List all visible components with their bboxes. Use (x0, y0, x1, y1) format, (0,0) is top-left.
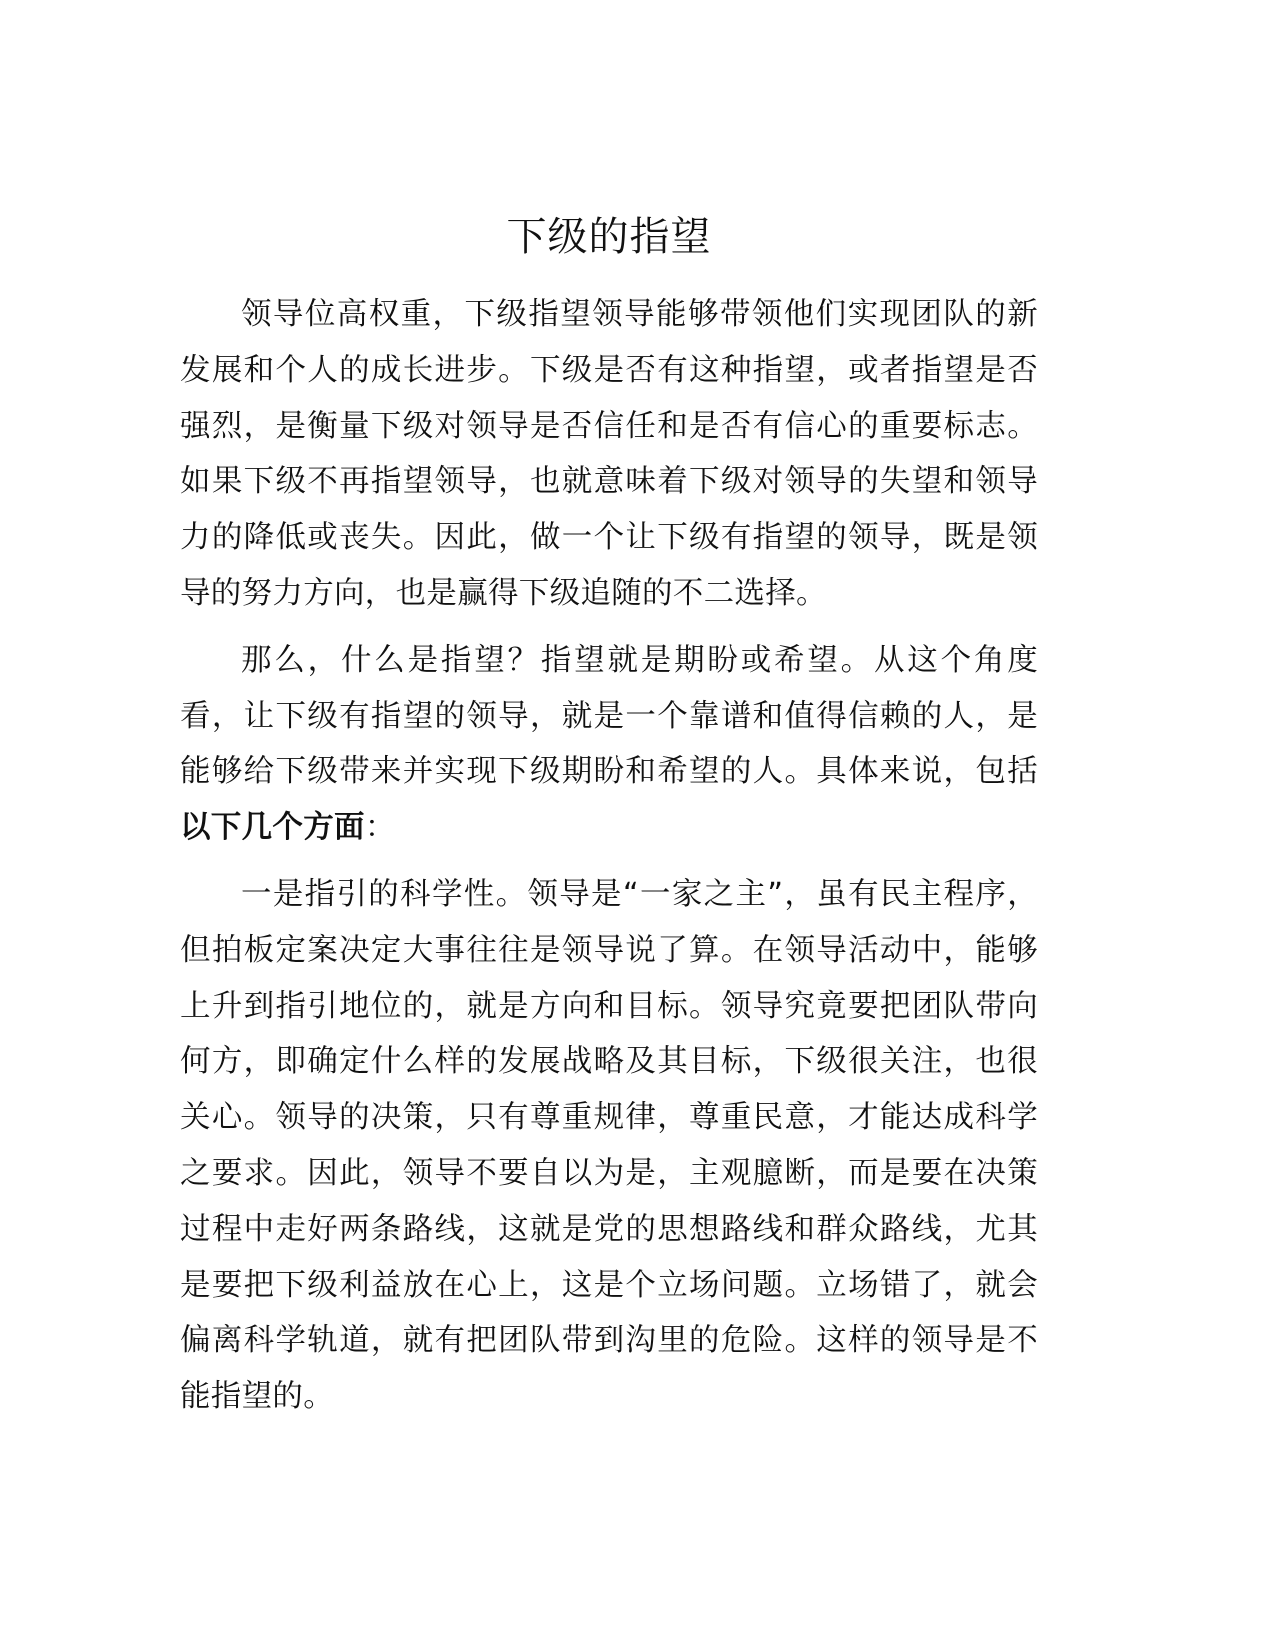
document-title: 下级的指望 (506, 214, 712, 260)
paragraph-3 (180, 867, 1038, 1425)
document-page (180, 205, 1038, 1436)
paragraph-2-tail: ： (364, 810, 396, 846)
paragraph-3-text: 一是指引的科学性。领导是“一家之主”，虽有民主程序，但拍板定案决定大事往往是领导说了算。在领导活动中，能够上升到指引地位的，就是方向和目标。领导究竟要把团队带向何方，即确定什么样的发展战略及其目标，下级很关注，也很关心。领导的决策，只有尊重规律，尊重民意，才能达成科学之要求。因此，领导不要自以为是，主观臆断，而是要在决策过程中走好两条路线，这就是党的思想路线和群众路线，尤其是要把下级利益放在心上，这是个立场问题。立场错了，就会偏离科学轨道，就有把团队带到沟里的危险。这样的领导是不能指望的。 (180, 876, 1038, 1415)
paragraph-2-text: 那么，什么是指望？指望就是期盼或希望。从这个角度看，让下级有指望的领导，就是一个靠谱和值得信赖的人，是能够给下级带来并实现下级期盼和希望的人。具体来说，包括 (180, 642, 1038, 790)
paragraph-2 (180, 633, 1038, 856)
paragraph-1-text: 领导位高权重，下级指望领导能够带领他们实现团队的新发展和个人的成长进步。下级是否有这种指望，或者指望是否强烈，是衡量下级对领导是否信任和是否有信心的重要标志。如果下级不再指望领导，也就意味着下级对领导的失望和领导力的降低或丧失。因此，做一个让下级有指望的领导，既是领导的努力方向，也是赢得下级追随的不二选择。 (180, 297, 1038, 611)
paragraph-1 (180, 287, 1038, 622)
paragraph-2-bold-text: 以下几个方面 (180, 810, 365, 846)
